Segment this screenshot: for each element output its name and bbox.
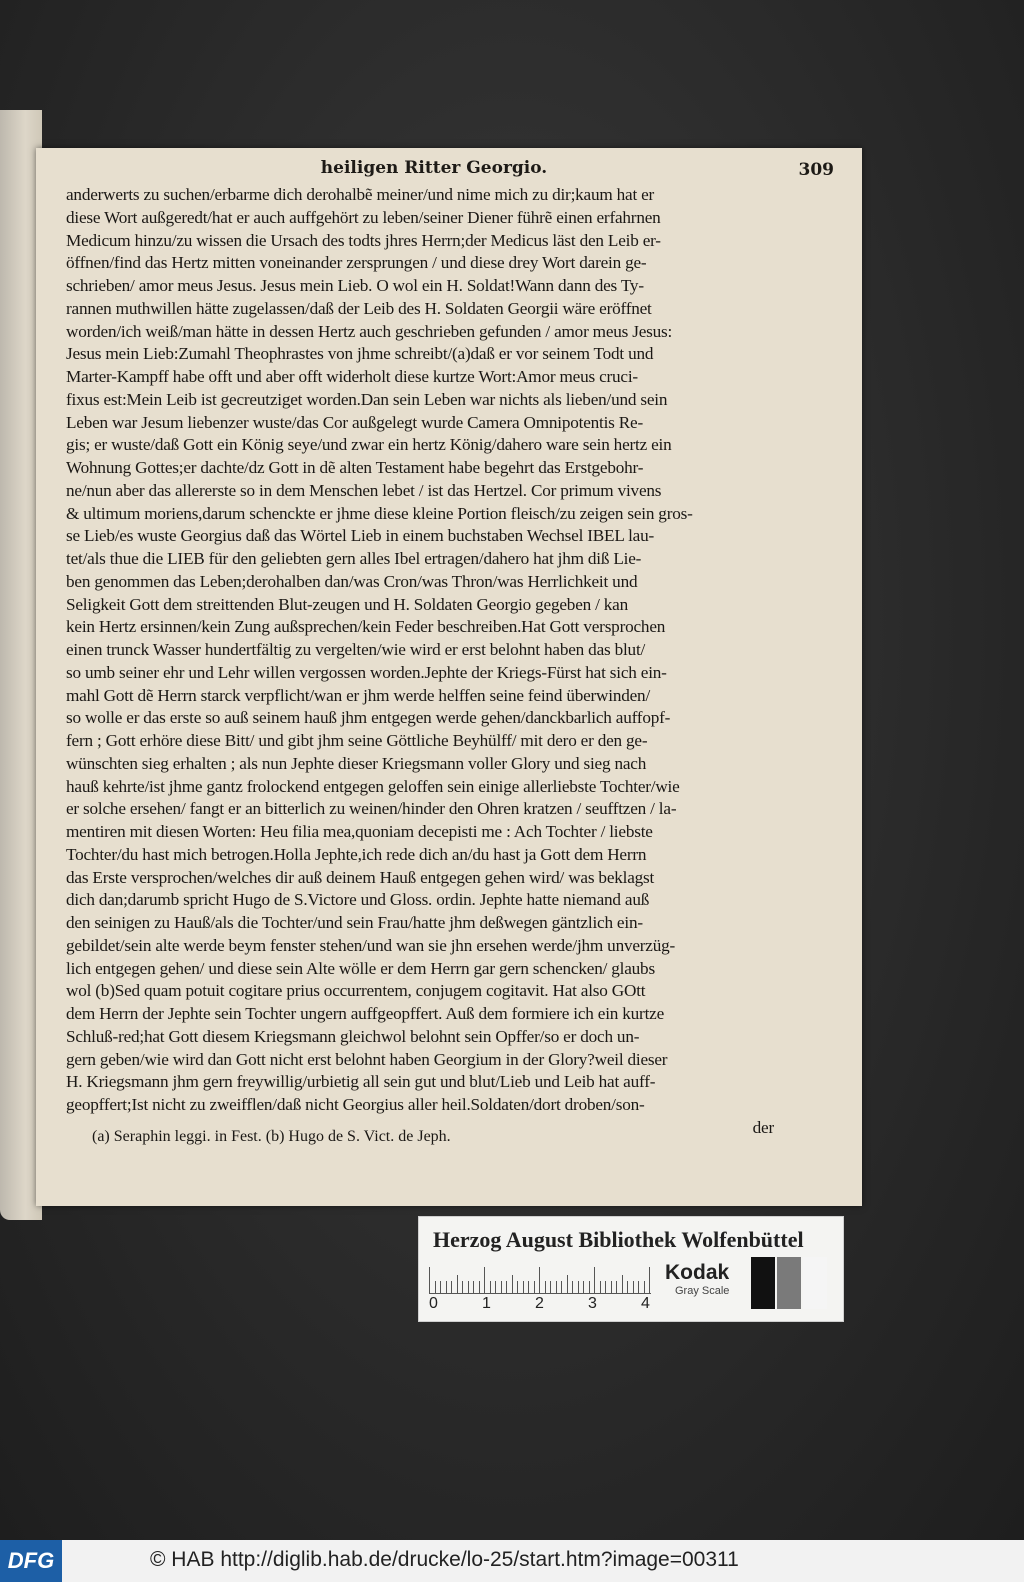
text-line: er solche ersehen/ fangt er an bitterlich zu weinen/hinder den Ohren kratzen / seufftzen / la- <box>66 799 677 819</box>
ruler-tick <box>633 1281 634 1293</box>
ruler-number: 3 <box>588 1295 597 1312</box>
kodak-logo: Kodak <box>665 1261 730 1284</box>
text-line: den seinigen zu Hauß/als die Tochter/und sein Frau/hatte jhm deßwegen gäntzlich ein- <box>66 913 643 932</box>
footnote: (a) Seraphin leggi. in Fest. (b) Hugo de S. Vict. de Jeph. <box>92 1128 451 1145</box>
ruler-numbers <box>429 1295 669 1315</box>
library-name: Herzog August Bibliothek Wolfenbüttel <box>433 1227 804 1252</box>
gray-scale-label: Gray Scale <box>675 1285 730 1297</box>
text-line: Tochter/du hast mich betrogen.Holla Jephte,ich rede dich an/du hast ja Gott dem Herrn <box>66 844 647 864</box>
text-line: fixus est:Mein Leib ist gecreutziget worden.Dan sein Leben war nichts als lieben/und sein <box>66 389 668 409</box>
gray-swatch <box>777 1257 801 1309</box>
ruler-tick <box>429 1267 430 1293</box>
text-line: rannen muthwillen hätte zugelassen/daß der Leib des H. Soldaten Georgii wäre eröffnet <box>66 298 652 318</box>
text-line: mentiren mit diesen Worten: Heu filia mea,quoniam decepisti me : Ach Tochter / liebste <box>66 822 653 841</box>
library-color-card <box>418 1216 844 1322</box>
text-line: ne/nun aber das allererste so in dem Menschen lebet / ist das Hertzel. Cor primum vivens <box>66 480 662 500</box>
ruler-tick <box>616 1281 617 1293</box>
text-line: Medicum hinzu/zu wissen die Ursach des todts jhres Herrn;der Medicus läst den Leib er- <box>66 230 661 250</box>
dfg-logo: DFG <box>0 1540 62 1582</box>
ruler-tick <box>539 1267 540 1293</box>
ruler-tick <box>446 1281 447 1293</box>
text-line: gern geben/wie wird dan Gott nicht erst belohnt haben Georgium in der Glory?weil dieser <box>66 1049 668 1069</box>
ruler-tick <box>545 1281 546 1293</box>
page-body-text <box>66 184 774 1140</box>
ruler-tick <box>512 1275 513 1293</box>
ruler-tick <box>495 1281 496 1293</box>
text-line: Leben war Jesum liebenzer wuste/das Cor außgelegt wurde Camera Omnipotentis Re- <box>66 412 643 432</box>
text-line: Seligkeit Gott dem streittenden Blut-zeugen und H. Soldaten Georgio gegeben / kan <box>66 594 628 614</box>
ruler-tick <box>523 1281 524 1293</box>
ruler-tick <box>479 1281 480 1293</box>
running-head: heiligen Ritter Georgio. <box>320 158 548 178</box>
ruler-tick <box>440 1281 441 1293</box>
ruler-tick <box>600 1281 601 1293</box>
text-line: wünschten sieg erhalten ; als nun Jephte dieser Kriegsmann voller Glory und sieg nach <box>66 753 647 773</box>
text-line: worden/ich weiß/man hätte in dessen Hertz auch geschrieben gefunden / amor meus Jesus: <box>66 321 673 341</box>
text-line: öffnen/find das Hertz mitten voneinander zersprungen / und diese drey Wort darein ge- <box>66 253 647 273</box>
text-line: Schluß-red;hat Gott diesem Kriegsmann gleichwol belohnt sein Opffer/so er doch un- <box>66 1026 640 1046</box>
ruler-number: 1 <box>482 1295 491 1312</box>
text-line: einen trunck Wasser hundertfältig zu vergelten/wie wird er erst belohnt haben das blut/ <box>66 640 646 659</box>
ruler-tick <box>534 1281 535 1293</box>
text-line: schrieben/ amor meus Jesus. Jesus mein Lieb. O wol ein H. Soldat!Wann dann des Ty- <box>66 276 644 295</box>
text-line: gebildet/sein alte werde beym fenster stehen/und wan sie jhn ersehen werde/jhm unverzüg- <box>66 935 676 955</box>
text-line: Jesus mein Lieb:Zumahl Theophrastes von jhme schreibt/(a)daß er vor seinem Todt und <box>66 344 654 364</box>
ruler-tick <box>501 1281 502 1293</box>
gray-swatch <box>803 1257 827 1309</box>
text-line: wol (b)Sed quam potuit cogitare prius occurrentem, conjugem cogitavit. Hat also GOtt <box>66 981 646 1001</box>
ruler-tick <box>644 1281 645 1293</box>
ruler-tick <box>611 1281 612 1293</box>
ruler-tick <box>638 1281 639 1293</box>
text-line: hauß kehrte/ist jhme gantz frolockend entgegen geloffen sein einige allerliebste Tochter/wie <box>66 776 680 796</box>
footer-copyright-url[interactable]: © HAB http://diglib.hab.de/drucke/lo-25/start.htm?image=00311 <box>150 1548 739 1571</box>
ruler-tick <box>517 1281 518 1293</box>
ruler-tick <box>567 1275 568 1293</box>
ruler-tick <box>457 1275 458 1293</box>
text-line: se Lieb/es wuste Georgius daß das Wörtel Lieb in einem buchstaben Wechsel IBEL lau- <box>66 526 655 546</box>
text-line: tet/als thue die LIEB für den geliebten gern alles Ibel ertragen/dahero hat jhm diß Lie- <box>66 549 642 568</box>
footer-bar <box>0 1540 1024 1582</box>
text-line: lich entgegen gehen/ und diese sein Alte wölle er dem Herrn gar gern schencken/ glaubs <box>66 958 655 978</box>
text-line: kein Hertz ersinnen/kein Zung außsprechen/kein Feder beschreiben.Hat Gott versprochen <box>66 617 666 637</box>
gray-swatch <box>751 1257 775 1309</box>
ruler-tick <box>462 1281 463 1293</box>
text-line: gis; er wuste/daß Gott ein König seye/und zwar ein hertz König/dahero ware sein hertz ein <box>66 435 672 455</box>
text-line: Wohnung Gottes;er dachte/dz Gott in dẽ alten Testament habe begehrt das Erstgebohr- <box>66 458 644 477</box>
ruler-tick <box>594 1267 595 1293</box>
text-line: mahl Gott dẽ Herrn starck verpflicht/wan er jhm werde helffen seine feind überwinden/ <box>66 685 651 705</box>
text-line: dem Herrn der Jephte sein Tochter ungern auffgeopffert. Auß dem formiere ich ein kurtze <box>66 1004 665 1023</box>
text-line: ben genommen das Leben;derohalben dan/was Cron/was Thron/was Herrlichkeit und <box>66 571 638 591</box>
ruler-tick <box>583 1281 584 1293</box>
ruler-tick <box>556 1281 557 1293</box>
text-line: fern ; Gott erhöre diese Bitt/ und gibt jhm seine Göttliche Beyhülff/ mit dero er den ge- <box>66 731 648 750</box>
ruler-tick <box>572 1281 573 1293</box>
text-line: diese Wort außgeredt/hat er auch auffgehört zu leben/seiner Diener führẽ einen erfahrnen <box>66 207 661 227</box>
ruler-number: 0 <box>429 1295 438 1312</box>
text-line: H. Kriegsmann jhm gern freywillig/urbietig all sein gut und blut/Lieb und Leib hat auff- <box>66 1072 656 1092</box>
ruler-number: 4 <box>641 1295 650 1312</box>
page-number: 309 <box>798 160 834 180</box>
text-line: das Erste versprochen/welches dir auß deinem Hauß entgegen gehen wird/ was beklagst <box>66 867 655 887</box>
ruler-tick <box>605 1281 606 1293</box>
ruler-tick <box>506 1281 507 1293</box>
ruler-tick <box>649 1267 650 1293</box>
ruler-tick <box>435 1281 436 1293</box>
text-line: & ultimum moriens,darum schenckte er jhme diese kleine Portion fleisch/zu zeigen sein gros- <box>66 503 693 523</box>
text-line: dich dan;darumb spricht Hugo de S.Victore und Gloss. ordin. Jephte hatte niemand auß <box>66 890 650 910</box>
ruler-tick <box>484 1267 485 1293</box>
ruler-tick <box>578 1281 579 1293</box>
book-page <box>36 148 862 1206</box>
ruler-number: 2 <box>535 1295 544 1312</box>
ruler-tick <box>627 1281 628 1293</box>
ruler-scale <box>429 1263 651 1294</box>
ruler-tick <box>473 1281 474 1293</box>
text-line: Marter-Kampff habe offt und aber offt widerholt diese kurtze Wort:Amor meus cruci- <box>66 367 638 386</box>
text-line: so umb seiner ehr und Lehr willen vergossen worden.Jephte der Kriegs-Fürst hat sich ein- <box>66 662 667 682</box>
text-line: geopffert;Ist nicht zu zweifflen/daß nicht Georgius aller heil.Soldaten/dort droben/son- <box>66 1095 645 1114</box>
ruler-tick <box>561 1281 562 1293</box>
ruler-tick <box>468 1281 469 1293</box>
ruler-tick <box>451 1281 452 1293</box>
text-line: der <box>752 1117 774 1137</box>
ruler-tick <box>550 1281 551 1293</box>
ruler-tick <box>528 1281 529 1293</box>
text-line: so wolle er das erste so auß seinem hauß jhm entgegen werde gehen/danckbarlich auffopf- <box>66 708 671 728</box>
text-line: anderwerts zu suchen/erbarme dich derohalbẽ meiner/und nime mich zu dir;kaum hat er <box>66 185 655 204</box>
ruler-tick <box>589 1281 590 1293</box>
ruler-tick <box>490 1281 491 1293</box>
ruler-tick <box>622 1275 623 1293</box>
